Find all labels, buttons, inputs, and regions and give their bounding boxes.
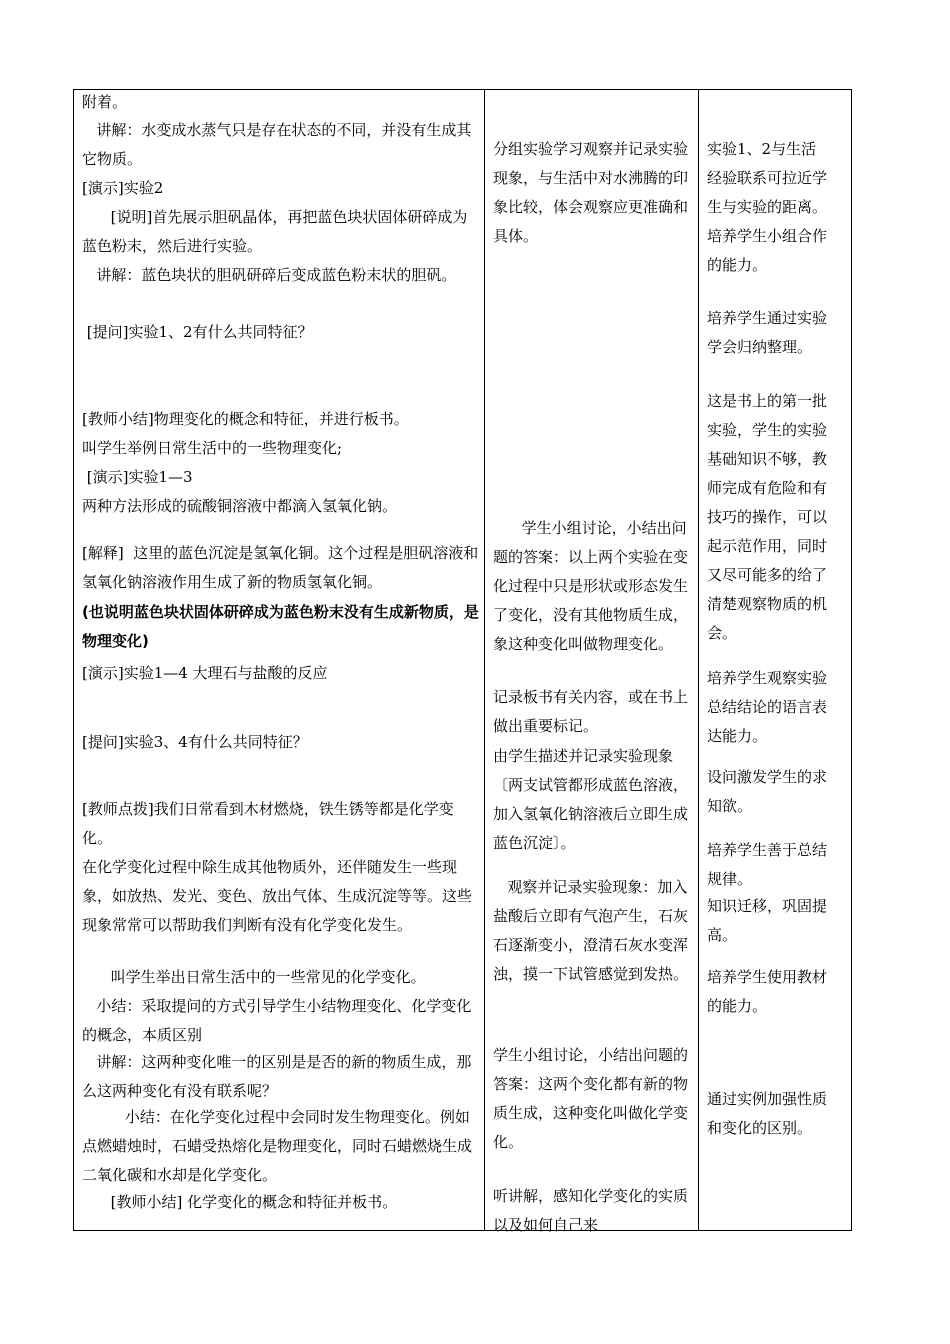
teacher-text: 讲解：水变成水蒸气只是存在状态的不同，并没有生成其它物质。 bbox=[82, 121, 472, 168]
teacher-text: 讲解：蓝色块状的胆矾研碎后变成蓝色粉末状的胆矾。 bbox=[82, 266, 457, 284]
purpose-text: 这是书上的第一批实验，学生的实验基础知识不够，教师完成有危险和有技巧的操作，可以起示范作用，同时又尽可能多的给了清楚观察物质的机会。 bbox=[707, 392, 828, 642]
lesson-plan-table bbox=[73, 89, 852, 1234]
student-text: 听讲解，感知化学变化的实质以及如何自己来 bbox=[493, 1187, 689, 1234]
purpose-text: 通过实例加强性质和变化的区别。 bbox=[707, 1090, 828, 1137]
purpose-text: 培养学生观察实验总结结论的语言表达能力。 bbox=[707, 669, 828, 745]
teacher-text: 小结：采取提问的方式引导学生小结物理变化、化学变化的概念，本质区别 bbox=[82, 997, 472, 1044]
teacher-text: 叫学生举出日常生活中的一些常见的化学变化。 bbox=[82, 968, 426, 986]
student-text: 记录板书有关内容，或在书上做出重要标记。 bbox=[493, 688, 689, 735]
teacher-text: [提问]实验3、4有什么共同特征？ bbox=[82, 733, 308, 751]
teacher-text: [提问]实验1、2有什么共同特征？ bbox=[82, 323, 313, 341]
teacher-text: 叫学生举例日常生活中的一些物理变化; bbox=[82, 439, 343, 457]
purpose-text: 培养学生通过实验学会归纳整理。 bbox=[707, 309, 828, 356]
teacher-text: [演示]实验1—4 大理石与盐酸的反应 bbox=[82, 664, 328, 682]
student-text: 观察并记录实验现象：加入盐酸后立即有气泡产生，石灰石逐渐变小，澄清石灰水变浑浊，摸一下试管感觉到发热。 bbox=[493, 878, 689, 983]
teacher-text: [解释] 这里的蓝色沉淀是氢氧化铜。这个过程是胆矾溶液和氢氧化钠溶液作用生成了新的物质氢氧化铜。 bbox=[82, 544, 479, 591]
purpose-text: 实验1、2与生活经验联系可拉近学生与实验的距离。培养学生小组合作的能力。 bbox=[707, 140, 828, 274]
purpose-text: 设问激发学生的求知欲。 bbox=[707, 768, 828, 815]
teacher-text: 讲解：这两种变化唯一的区别是是否的新的物质生成，那么这两种变化有没有联系呢？ bbox=[82, 1053, 472, 1100]
purpose-text: 培养学生善于总结规律。 bbox=[707, 841, 828, 888]
teacher-text: [教师点拨]我们日常看到木材燃烧，铁生锈等都是化学变化。 bbox=[82, 800, 454, 847]
teacher-text: [演示]实验2 bbox=[82, 179, 164, 197]
purpose-column bbox=[699, 90, 851, 1230]
purpose-text: 知识迁移，巩固提高。 bbox=[707, 897, 828, 944]
teacher-text: [说明]首先展示胆矾晶体，再把蓝色块状固体研碎成为蓝色粉末，然后进行实验。 bbox=[82, 208, 468, 255]
teacher-activity-column bbox=[74, 90, 485, 1230]
teacher-text: [教师小结] 化学变化的概念和特征并板书。 bbox=[82, 1193, 398, 1211]
teacher-text: 附着。 bbox=[82, 93, 128, 111]
teacher-text: [教师小结]物理变化的概念和特征，并进行板书。 bbox=[82, 410, 409, 428]
purpose-text: 培养学生使用教材的能力。 bbox=[707, 968, 828, 1015]
teacher-text-bold: (也说明蓝色块状固体研碎成为蓝色粉末没有生成新物质，是物理变化) bbox=[82, 603, 479, 650]
student-text: 由学生描述并记录实验现象〔两支试管都形成蓝色溶液，加入氢氧化钠溶液后立即生成蓝色沉淀〕。 bbox=[493, 747, 689, 852]
student-text: 分组实验学习观察并记录实验现象，与生活中对水沸腾的印象比较，体会观察应更准确和具体。 bbox=[493, 140, 689, 245]
student-text: 学生小组讨论，小结出问题的答案：这两个变化都有新的物质生成，这种变化叫做化学变化。 bbox=[493, 1046, 689, 1151]
student-text: 学生小组讨论，小结出问题的答案：以上两个实验在变化过程中只是形状或形态发生了变化，没有其他物质生成，象这种变化叫做物理变化。 bbox=[493, 519, 689, 653]
teacher-text: 在化学变化过程中除生成其他物质外，还伴随发生一些现象，如放热、发光、变色、放出气体、生成沉淀等等。这些现象常常可以帮助我们判断有没有化学变化发生。 bbox=[82, 858, 473, 934]
teacher-text: 两种方法形成的硫酸铜溶液中都滴入氢氧化钠。 bbox=[82, 497, 398, 515]
teacher-text: [演示]实验1—3 bbox=[82, 468, 193, 486]
student-activity-column bbox=[485, 90, 699, 1234]
teacher-text: 小结：在化学变化过程中会同时发生物理变化。例如点燃蜡烛时，石蜡受热熔化是物理变化，同时石蜡燃烧生成二氧化碳和水却是化学变化。 bbox=[82, 1108, 473, 1184]
